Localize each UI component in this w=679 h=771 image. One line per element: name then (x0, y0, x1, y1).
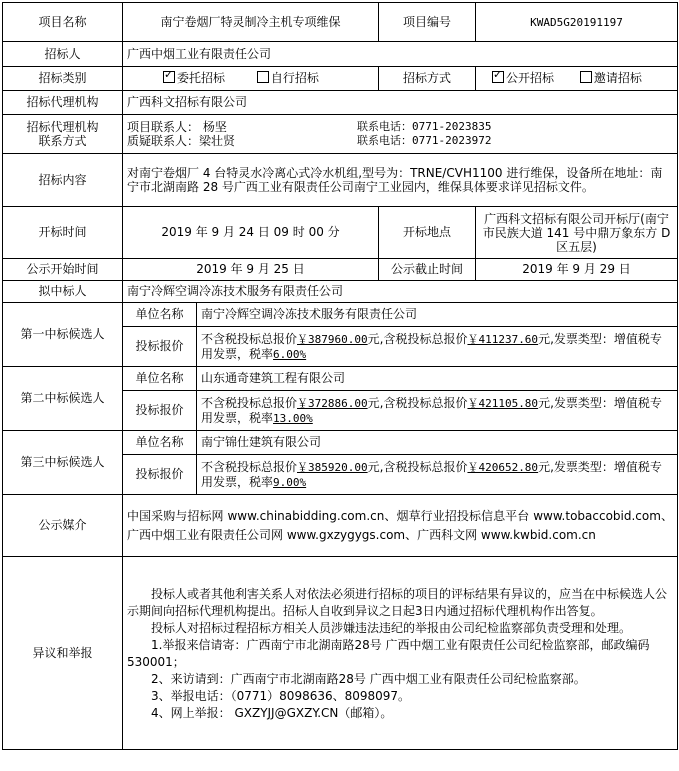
report-item-3: 3、举报电话：（0771）8098636、8098097。 (151, 688, 411, 703)
price-label: 投标报价 (123, 327, 197, 367)
contact-info (123, 115, 678, 154)
tax-rate: 9.00% (273, 475, 307, 489)
candidate-1-price: 不含税投标总报价￥387960.00元,含税投标总报价￥411237.60元,发票类型：增值税专用发票，税率6.00% (197, 327, 678, 367)
candidate-3-label: 第三中标候选人 (3, 431, 123, 495)
contact-label (3, 115, 123, 154)
agent-label: 招标代理机构 (3, 91, 123, 115)
project-no-label: 项目编号 (379, 3, 476, 42)
report-item-2: 2、来访请到：广西南宁市北湖南路28号 广西中烟工业有限责任公司纪检监察部。 (151, 671, 586, 686)
publicity-start: 2019 年 9 月 25 日 (123, 259, 379, 281)
project-no: KWAD5G20191197 (476, 3, 678, 42)
content-text: 对南宁卷烟厂 4 台特灵水冷离心式冷水机组,型号为：TRNE/CVH1100 进行维保，设备所在地址：南宁市北湖南路 28 号广西工业有限责任公司南宁工业园内，维保具体要求详见招标文件。 (123, 154, 678, 207)
proposed-label: 拟中标人 (3, 281, 123, 303)
checkbox-checked-icon[interactable] (163, 71, 175, 83)
type-label: 招标类别 (3, 67, 123, 91)
tax-rate: 6.00% (273, 347, 307, 361)
candidate-2-unit: 山东通奇建筑工程有限公司 (197, 367, 678, 391)
publicity-end-label: 公示截止时间 (379, 259, 476, 281)
report-item-4: 4、网上举报： GXZYJJ@GXZY.CN（邮箱）。 (151, 705, 393, 720)
type-options (123, 67, 379, 91)
bid-result-table (2, 2, 678, 750)
proposed-value: 南宁冷辉空调冷冻技术服务有限责任公司 (123, 281, 678, 303)
candidate-2-price: 不含税投标总报价￥372886.00元,含税投标总报价￥421105.80元,发票类型：增值税专用发票，税率13.00% (197, 391, 678, 431)
candidate-2-label: 第二中标候选人 (3, 367, 123, 431)
project-name: 南宁卷烟厂特灵制冷主机专项维保 (123, 3, 379, 42)
publicity-end: 2019 年 9 月 29 日 (476, 259, 678, 281)
objection-para-2: 投标人对招标过程招标方相关人员涉嫌违法违纪的举报由公司纪检监察部负责受理和处理。 (151, 620, 632, 635)
publicity-start-label: 公示开始时间 (3, 259, 123, 281)
price-label: 投标报价 (123, 391, 197, 431)
candidate-3-unit: 南宁锦仕建筑有限公司 (197, 431, 678, 455)
price-label: 投标报价 (123, 455, 197, 495)
unit-label: 单位名称 (123, 303, 197, 327)
checkbox-empty-icon[interactable] (257, 71, 269, 83)
excl-tax-price: ￥385920.00 (297, 460, 368, 474)
method-options (476, 67, 678, 91)
contact-label-line1: 招标代理机构 (26, 120, 99, 134)
content-label: 招标内容 (3, 154, 123, 207)
quality-contact: 质疑联系人：梁壮贤 (127, 134, 236, 148)
checkbox-empty-icon[interactable] (580, 71, 592, 83)
opening-time: 2019 年 9 月 24 日 09 时 00 分 (123, 207, 379, 259)
checkbox-checked-icon[interactable] (492, 71, 504, 83)
objection-label: 异议和举报 (3, 557, 123, 750)
method-label: 招标方式 (379, 67, 476, 91)
candidate-1-label: 第一中标候选人 (3, 303, 123, 367)
project-name-label: 项目名称 (3, 3, 123, 42)
opening-time-label: 开标时间 (3, 207, 123, 259)
objection-para-1: 投标人或者其他利害关系人对依法必须进行招标的项目的评标结果有异议的，应当在中标候选人公示期间向招标代理机构提出。招标人自收到异议之日起3日内通过招标代理机构作出答复。 (127, 586, 668, 618)
unit-label: 单位名称 (123, 431, 197, 455)
quality-phone: 联系电话：0771-2023972 (357, 134, 492, 147)
contact-label-line2: 联系方式 (38, 134, 87, 148)
incl-tax-price: ￥421105.80 (467, 396, 539, 410)
opening-place: 广西科文招标有限公司开标厅(南宁市民族大道 141 号中鼎万象东方 D 区五层) (476, 207, 678, 259)
incl-tax-price: ￥411237.60 (467, 332, 539, 346)
excl-tax-price: ￥387960.00 (297, 332, 368, 346)
opening-place-label: 开标地点 (379, 207, 476, 259)
option-open: 公开招标 (506, 71, 555, 85)
tenderer-label: 招标人 (3, 42, 123, 67)
option-entrusted: 委托招标 (177, 71, 226, 85)
option-invite: 邀请招标 (593, 71, 642, 85)
candidate-1-unit: 南宁冷辉空调冷冻技术服务有限责任公司 (197, 303, 678, 327)
excl-tax-price: ￥372886.00 (297, 396, 368, 410)
report-item-1: 1.举报来信请寄：广西南宁市北湖南路28号 广西中烟工业有限责任公司纪检监察部，邮政编码530001； (127, 637, 650, 669)
unit-label: 单位名称 (123, 367, 197, 391)
project-contact: 项目联系人： 杨坚 (127, 120, 227, 134)
tenderer-value: 广西中烟工业有限责任公司 (123, 42, 678, 67)
objection-content (123, 557, 678, 750)
media-text: 中国采购与招标网 www.chinabidding.com.cn、烟草行业招投标信息平台 www.tobaccobid.com、广西中烟工业有限责任公司网 www.gxzygygs.com、广西科文网 www.kwbid.com.cn (123, 495, 678, 557)
candidate-3-price: 不含税投标总报价￥385920.00元,含税投标总报价￥420652.80元,发票类型：增值税专用发票，税率9.00% (197, 455, 678, 495)
incl-tax-price: ￥420652.80 (467, 460, 539, 474)
tax-rate: 13.00% (273, 411, 313, 425)
media-label: 公示媒介 (3, 495, 123, 557)
project-phone: 联系电话：0771-2023835 (357, 120, 492, 133)
agent-value: 广西科文招标有限公司 (123, 91, 678, 115)
option-self: 自行招标 (270, 71, 319, 85)
